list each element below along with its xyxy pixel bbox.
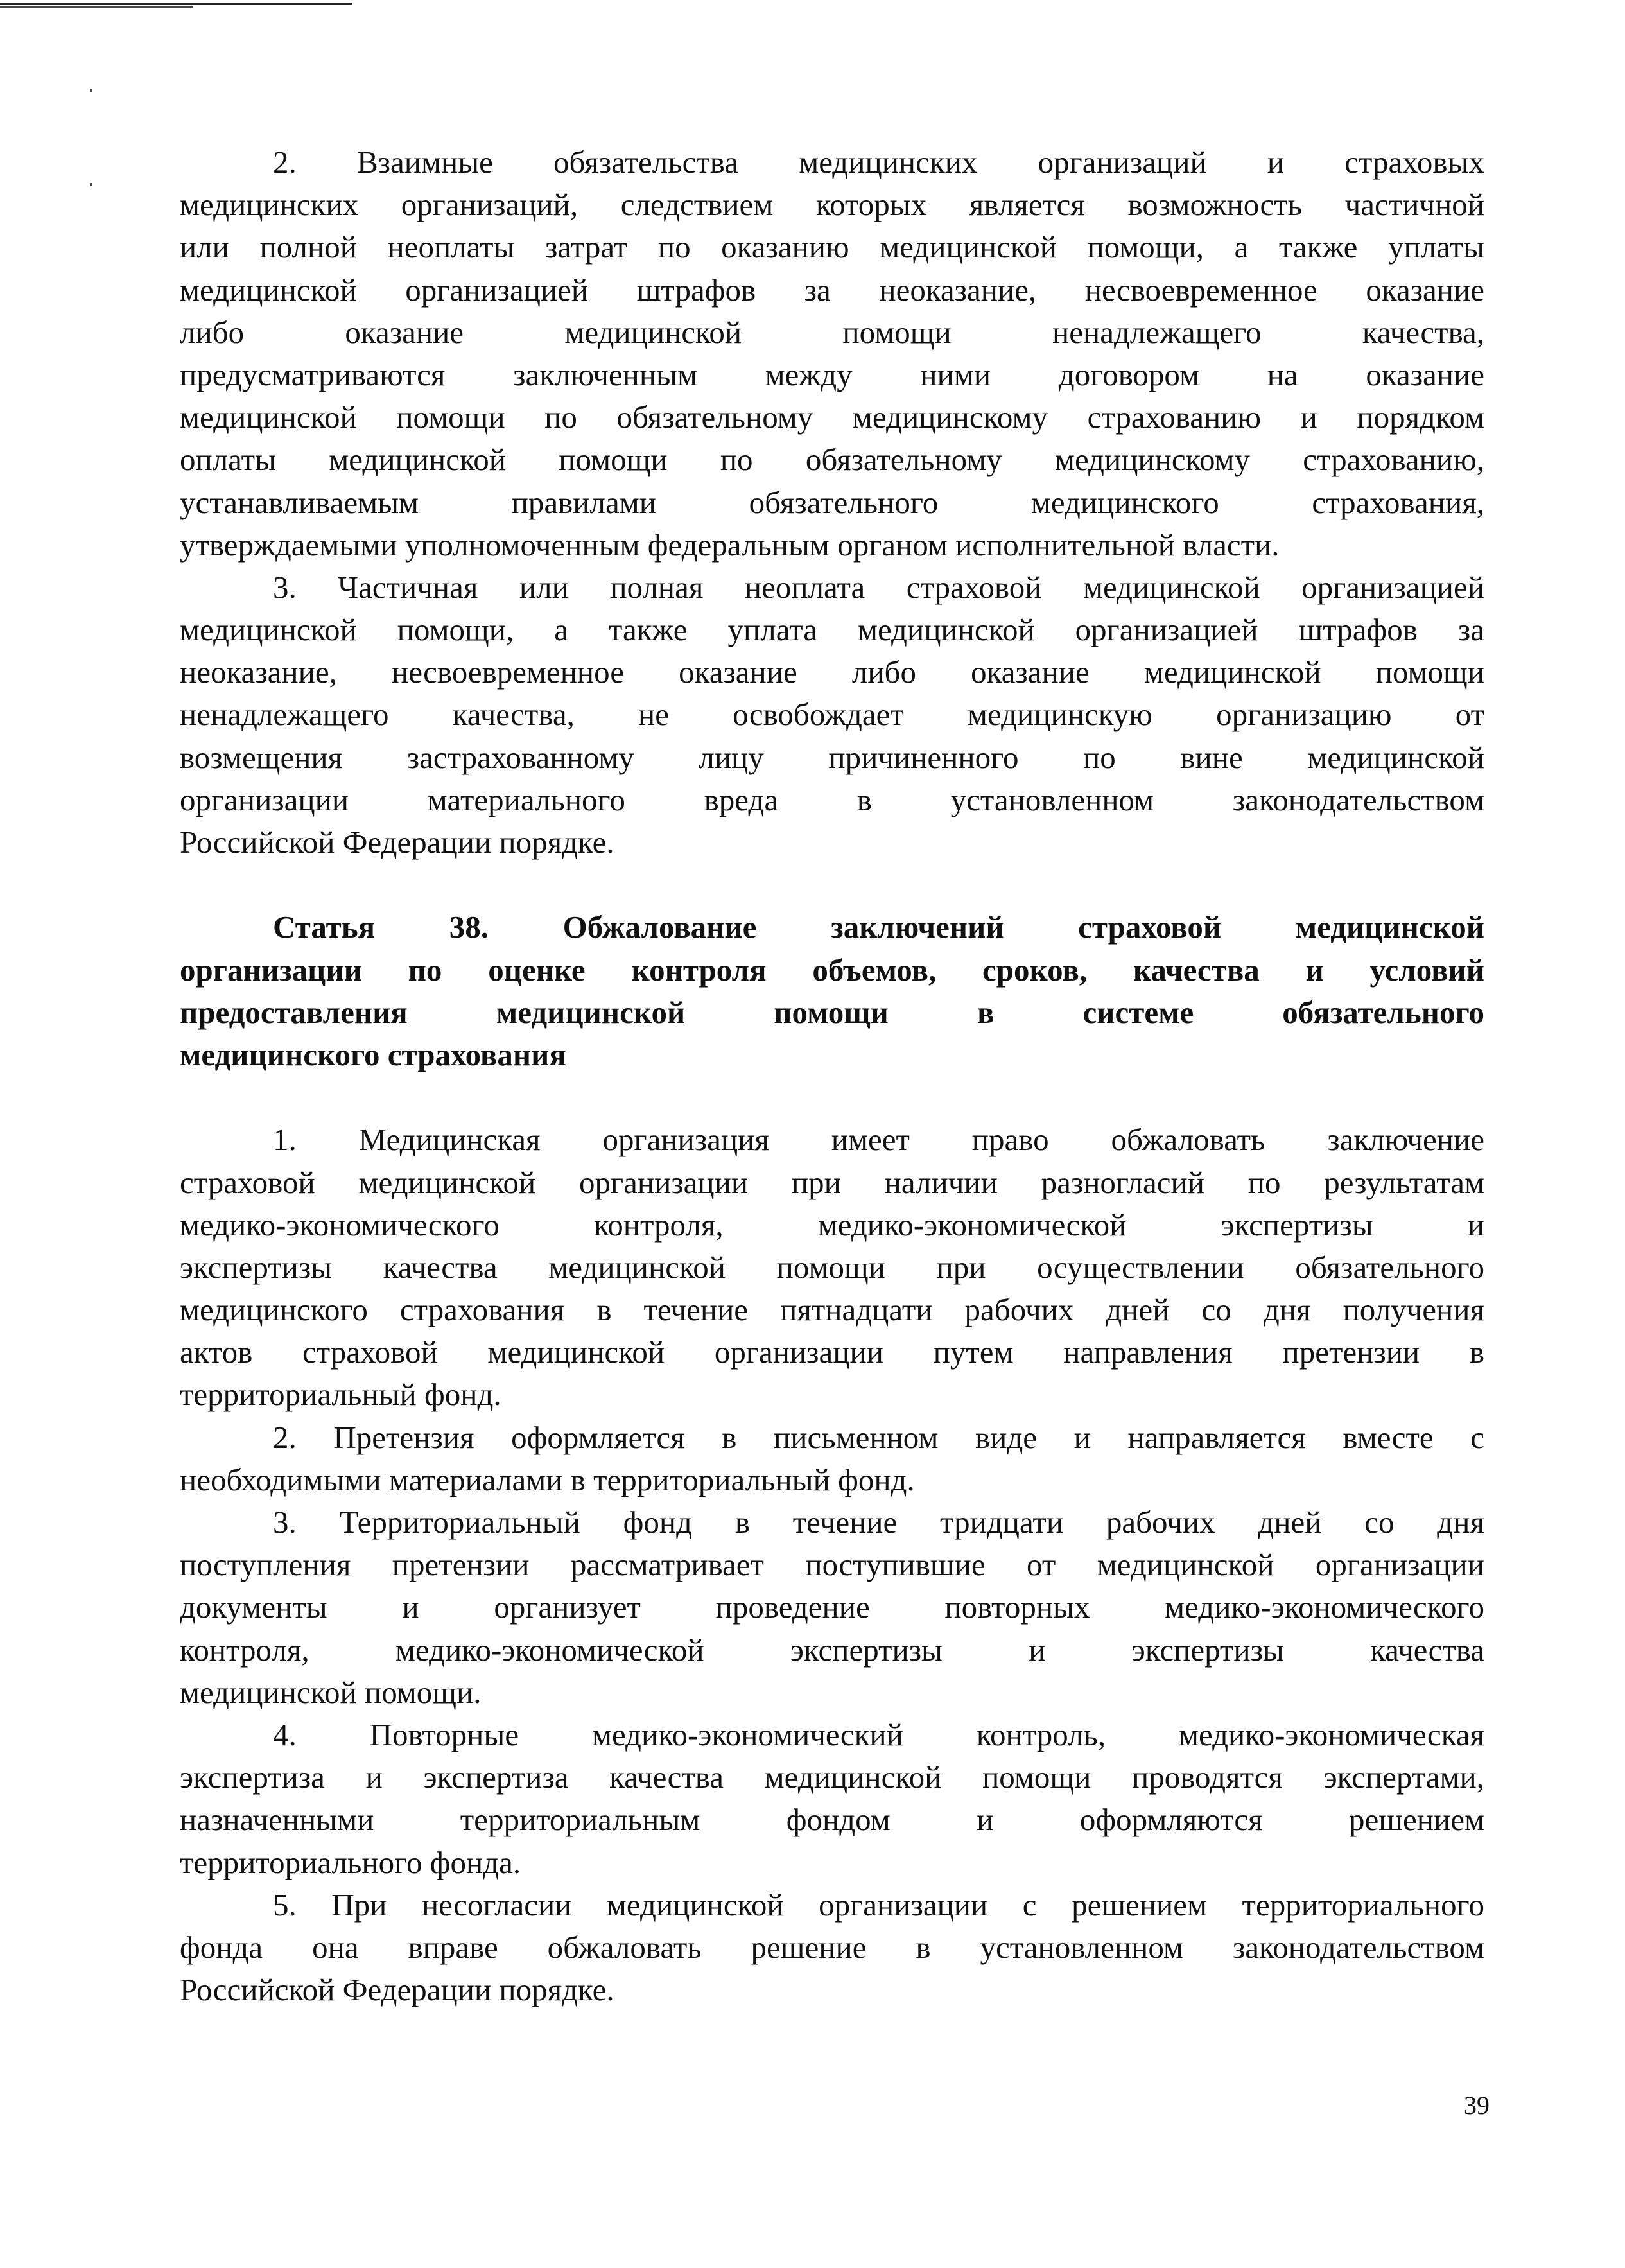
scan-edge-line (0, 3, 352, 5)
text-line: назначенными территориальным фондом и оформляются решением (180, 1802, 1484, 1838)
text-line: предусматриваются заключенным между ними договором на оказание (180, 356, 1484, 392)
text-line: 5. При несогласии медицинской организации с решением территориального (273, 1887, 1484, 1923)
paragraph (180, 1501, 1484, 1714)
text-line: медицинской помощи. (180, 1674, 482, 1710)
text-line: 2. Взаимные обязательства медицинских организаций и страховых (273, 144, 1484, 180)
text-line: территориальный фонд. (180, 1377, 501, 1413)
scan-speck (90, 183, 92, 186)
text-line: 3. Частичная или полная неоплата страховой медицинской организацией (273, 569, 1484, 605)
text-line: оплаты медицинской помощи по обязательному медицинскому страхованию, (180, 442, 1484, 478)
text-line: медицинской помощи, а также уплата медицинской организацией штрафов за (180, 612, 1484, 648)
text-line: 1. Медицинская организация имеет право обжаловать заключение (273, 1122, 1484, 1158)
text-line: медицинской организацией штрафов за неоказание, несвоевременное оказание (180, 272, 1484, 308)
paragraph (180, 1119, 1484, 1416)
text-line: медико-экономического контроля, медико-экономической экспертизы и (180, 1207, 1484, 1243)
text-line: устанавливаемым правилами обязательного медицинского страхования, (180, 484, 1484, 520)
text-line: либо оказание медицинской помощи ненадлежащего качества, (180, 314, 1484, 350)
text-line: 4. Повторные медико-экономический контроль, медико-экономическая (273, 1716, 1484, 1752)
text-line: или полной неоплаты затрат по оказанию медицинской помощи, а также уплаты (180, 229, 1484, 265)
text-line: 3. Территориальный фонд в течение тридцати рабочих дней со дня (273, 1505, 1484, 1540)
document-body (180, 141, 1484, 2011)
text-line: Российской Федерации порядке. (180, 824, 614, 860)
text-line: 2. Претензия оформляется в письменном виде и направляется вместе с (273, 1419, 1484, 1455)
text-line: документы и организует проведение повторных медико-экономического (180, 1589, 1484, 1625)
heading-line: медицинского страхования (180, 1036, 566, 1072)
paragraph (180, 1714, 1484, 1884)
text-line: неоказание, несвоевременное оказание либо оказание медицинской помощи (180, 654, 1484, 690)
scan-speck (90, 89, 92, 92)
text-line: экспертиза и экспертиза качества медицинской помощи проводятся экспертами, (180, 1759, 1484, 1795)
heading-line: предоставления медицинской помощи в системе обязательного (180, 994, 1484, 1030)
paragraph (180, 566, 1484, 864)
text-line: организации материального вреда в установленном законодательством (180, 781, 1484, 817)
text-line: страховой медицинской организации при наличии разногласий по результатам (180, 1164, 1484, 1200)
heading-line: организации по оценке контроля объемов, сроков, качества и условий (180, 952, 1484, 988)
text-line: поступления претензии рассматривает поступившие от медицинской организации (180, 1547, 1484, 1583)
text-line: актов страховой медицинской организации путем направления претензии в (180, 1334, 1484, 1370)
text-line: Российской Федерации порядке. (180, 1972, 614, 2008)
text-line: контроля, медико-экономической экспертизы и экспертизы качества (180, 1632, 1484, 1668)
text-line: медицинских организаций, следствием которых является возможность частичной (180, 187, 1484, 223)
text-line: утверждаемыми уполномоченным федеральным органом исполнительной власти. (180, 527, 1280, 563)
text-line: ненадлежащего качества, не освобождает медицинскую организацию от (180, 697, 1484, 733)
text-line: фонда она вправе обжаловать решение в установленном законодательством (180, 1929, 1484, 1965)
article-heading (180, 906, 1484, 1076)
text-line: медицинской помощи по обязательному медицинскому страхованию и порядком (180, 399, 1484, 435)
text-line: территориального фонда. (180, 1844, 521, 1880)
paragraph (180, 1884, 1484, 2012)
paragraph (180, 1417, 1484, 1501)
text-line: возмещения застрахованному лицу причиненного по вине медицинской (180, 739, 1484, 775)
text-line: необходимыми материалами в территориальный фонд. (180, 1461, 915, 1497)
scan-edge-line (0, 6, 193, 8)
page-number: 39 (1464, 2091, 1490, 2120)
blank-line (180, 1076, 1484, 1119)
text-line: экспертизы качества медицинской помощи при осуществлении обязательного (180, 1249, 1484, 1285)
text-line: медицинского страхования в течение пятнадцати рабочих дней со дня получения (180, 1292, 1484, 1328)
paragraph (180, 141, 1484, 566)
heading-line: Статья 38. Обжалование заключений страховой медицинской (273, 909, 1484, 945)
blank-line (180, 864, 1484, 906)
